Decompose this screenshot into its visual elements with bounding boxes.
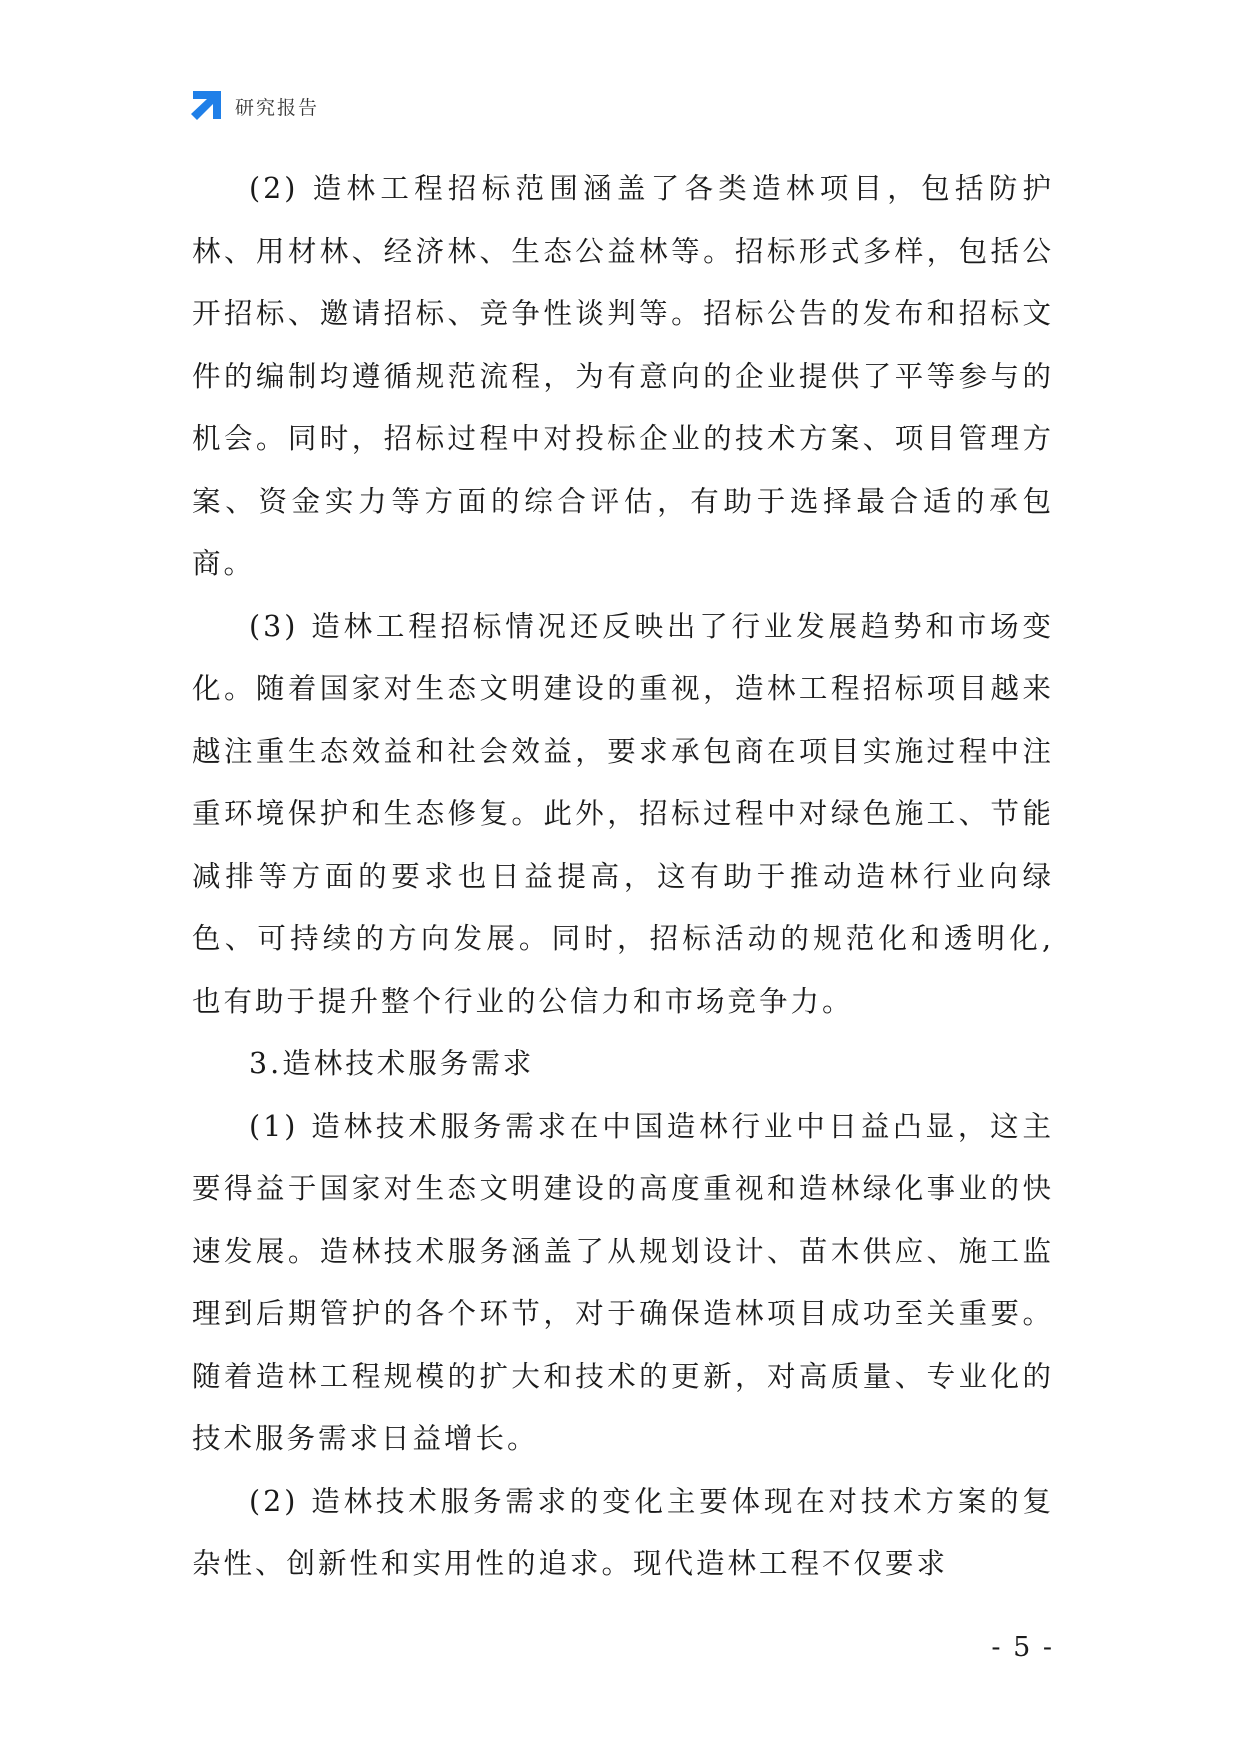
page-number: - 5 - (991, 1632, 1054, 1663)
paragraph-bidding-trends: (3) 造林工程招标情况还反映出了行业发展趋势和市场变化。随着国家对生态文明建设的重视，造林工程招标项目越来越注重生态效益和社会效益，要求承包商在项目实施过程中注重环境保护和生态修复。此外，招标过程中对绿色施工、节能减排等方面的要求也日益提高，这有助于推动造林行业向绿色、可持续的方向发展。同时，招标活动的规范化和透明化,也有助于提升整个行业的公信力和市场竞争力。 (192, 609, 1054, 1018)
paragraph-tech-service-demand: (1) 造林技术服务需求在中国造林行业中日益凸显，这主要得益于国家对生态文明建设的高度重视和造林绿化事业的快速发展。造林技术服务涵盖了从规划设计、苗木供应、施工监理到后期管护的各个环节，对于确保造林项目成功至关重要。随着造林工程规模的扩大和技术的更新，对高质量、专业化的技术服务需求日益增长。 (192, 1109, 1054, 1455)
paragraph-tech-service-changes: (2) 造林技术服务需求的变化主要体现在对技术方案的复杂性、创新性和实用性的追求。现代造林工程不仅要求 (192, 1484, 1054, 1580)
section-heading-tech-service: 3.造林技术服务需求 (249, 1047, 535, 1080)
report-logo-icon (189, 89, 223, 123)
page-header (189, 86, 319, 126)
header-title: 研究报告 (235, 96, 320, 119)
document-body (192, 158, 1054, 1596)
paragraph-bidding-scope: (2) 造林工程招标范围涵盖了各类造林项目，包括防护林、用材林、经济林、生态公益林等。招标形式多样，包括公开招标、邀请招标、竞争性谈判等。招标公告的发布和招标文件的编制均遵循规范流程，为有意向的企业提供了平等参与的机会。同时，招标过程中对投标企业的技术方案、项目管理方案、资金实力等方面的综合评估，有助于选择最合适的承包商。 (192, 172, 1054, 580)
